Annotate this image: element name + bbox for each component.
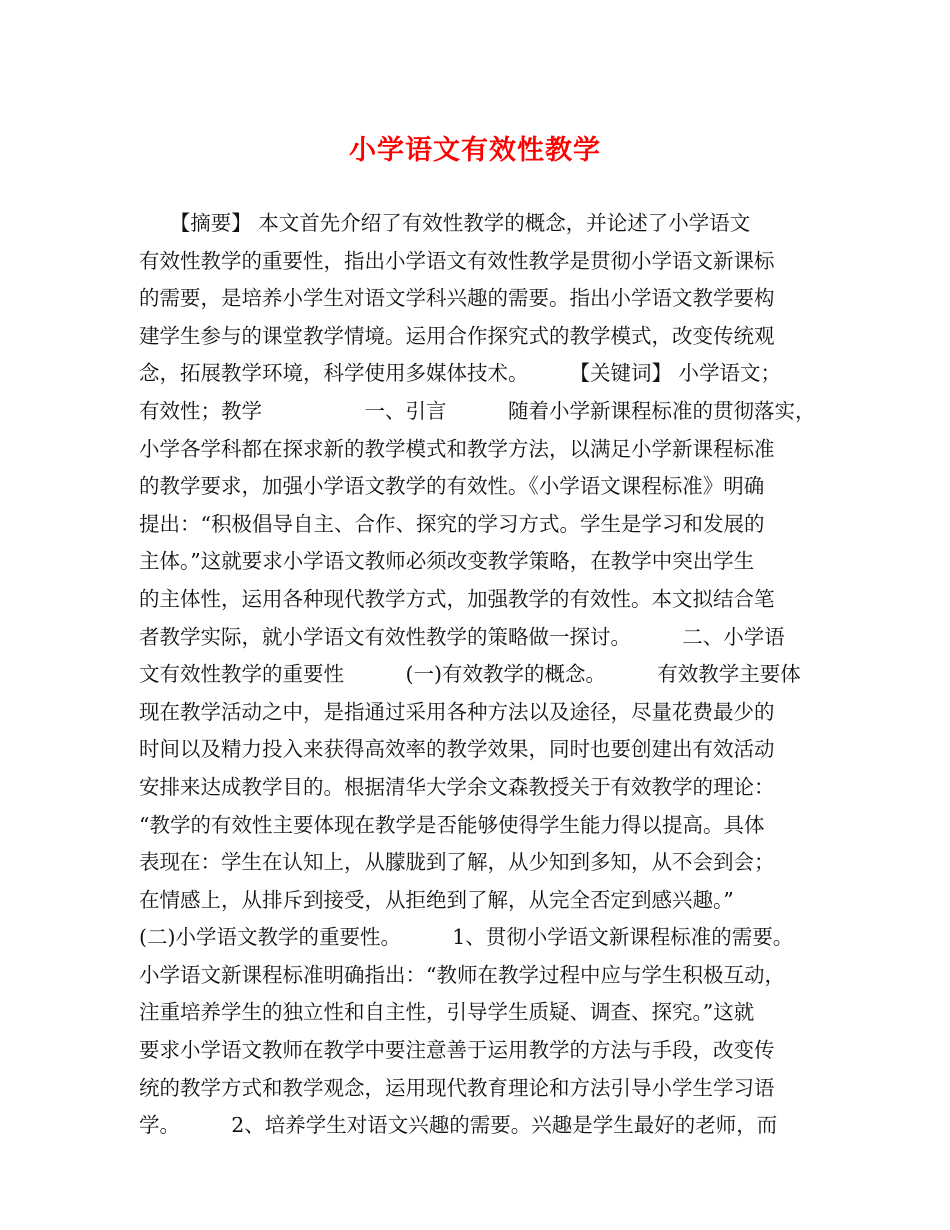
body-text-line: 注重培养学生的独立性和自主性，引导学生质疑、调查、探究。”这就: [139, 1000, 755, 1025]
body-text-line: 有效性；教学 一、引言 随着小学新课程标准的贯彻落实，: [139, 398, 816, 423]
body-text-line: 要求小学语文教师在教学中要注意善于运用教学的方法与手段，改变传: [139, 1038, 775, 1063]
body-text-line: 的教学要求，加强小学语文教学的有效性。《小学语文课程标准》明确: [139, 474, 765, 499]
body-text-line: 文有效性教学的重要性 (一)有效教学的概念。 有效教学主要体: [139, 662, 801, 687]
body-text-line: 现在教学活动之中，是指通过采用各种方法以及途径，尽量花费最少的: [139, 699, 775, 724]
body-text-line: 有效性教学的重要性，指出小学语文有效性教学是贯彻小学语文新课标: [139, 248, 775, 273]
body-text-line: (二)小学语文教学的重要性。 1、贯彻小学语文新课程标准的需要。: [139, 925, 794, 950]
body-text-line: 统的教学方式和教学观念，运用现代教育理论和方法引导小学生学习语: [139, 1075, 775, 1100]
body-text-line: 在情感上，从排斥到接受，从拒绝到了解，从完全否定到感兴趣。”: [139, 887, 734, 912]
body-text-line: 的主体性，运用各种现代教学方式，加强教学的有效性。本文拟结合笔: [139, 586, 775, 611]
body-text-line: 【摘要】 本文首先介绍了有效性教学的概念，并论述了小学语文: [139, 211, 751, 235]
document-title: 小学语文有效性教学: [349, 135, 601, 166]
document-body: [139, 205, 829, 1145]
body-text-line: 学。 2、培养学生对语文兴趣的需要。兴趣是学生最好的老师，而: [139, 1113, 778, 1138]
body-text-line: 小学各学科都在探求新的教学模式和教学方法，以满足小学新课程标准: [139, 436, 775, 461]
body-text-line: 表现在：学生在认知上，从朦胧到了解，从少知到多知，从不会到会；: [139, 850, 775, 875]
body-text-line: 建学生参与的课堂教学情境。运用合作探究式的教学模式，改变传统观: [139, 323, 775, 348]
body-text-line: 安排来达成教学目的。根据清华大学余文森教授关于有效教学的理论：: [139, 774, 775, 799]
body-text-line: 主体。”这就要求小学语文教师必须改变教学策略，在教学中突出学生: [139, 549, 755, 574]
body-text-line: 时间以及精力投入来获得高效率的教学效果，同时也要创建出有效活动: [139, 737, 775, 762]
body-text-line: 者教学实际，就小学语文有效性教学的策略做一探讨。 二、小学语: [139, 624, 785, 649]
body-text-line: 念，拓展教学环境，科学使用多媒体技术。 【关键词】 小学语文；: [139, 361, 782, 386]
body-text-line: 小学语文新课程标准明确指出：“教师在教学过程中应与学生积极互动，: [139, 962, 785, 987]
body-text-line: 提出：“积极倡导自主、合作、探究的学习方式。学生是学习和发展的: [139, 511, 765, 536]
body-text-line: 的需要，是培养小学生对语文学科兴趣的需要。指出小学语文教学要构: [139, 286, 775, 311]
body-text-line: “教学的有效性主要体现在教学是否能够使得学生能力得以提高。具体: [139, 812, 765, 837]
